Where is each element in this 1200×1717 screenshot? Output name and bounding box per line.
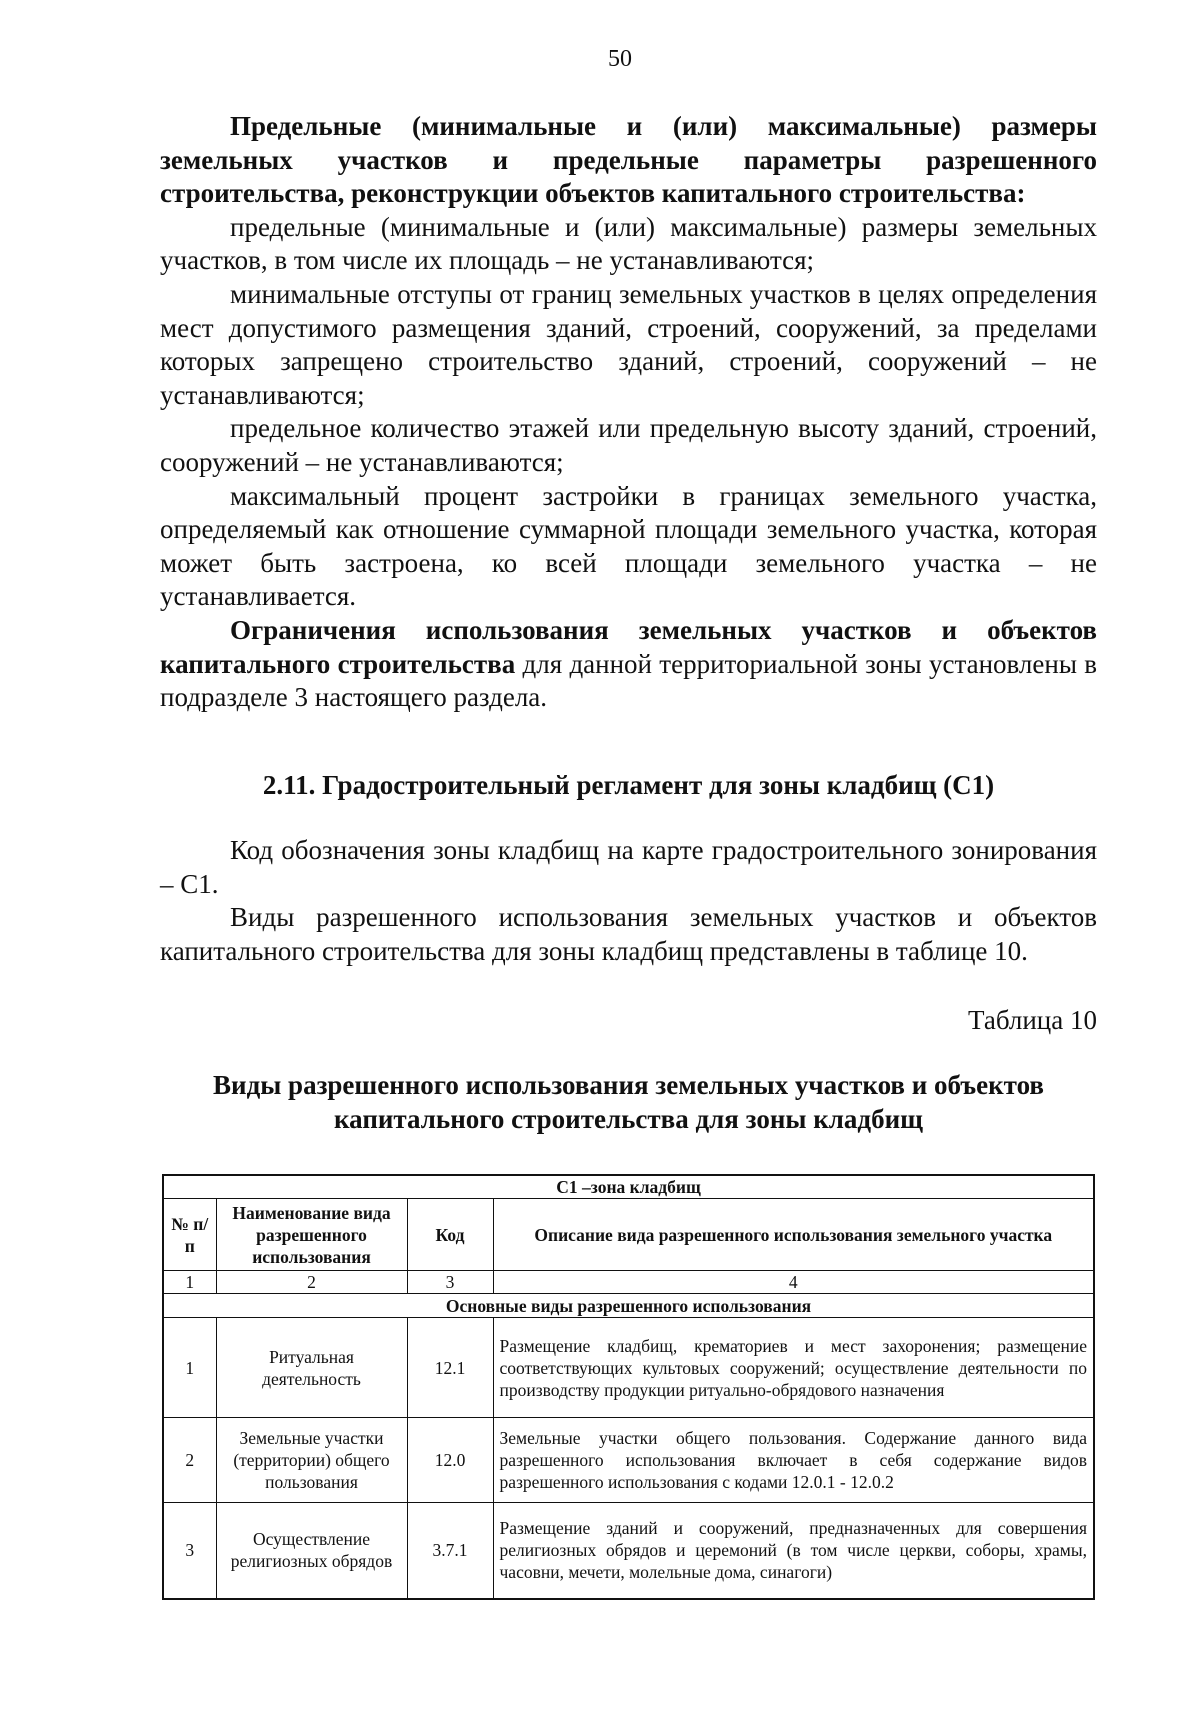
restrictions-rest: для данной территориальной зоны установлены в подразделе 3 настоящего раздела. (160, 648, 1097, 713)
paragraph-table-ref: Виды разрешенного использования земельных участков и объектов капитального строительства для зоны кладбищ представлены в таблице 10. (160, 902, 1097, 966)
paragraph-restrictions (160, 614, 1097, 715)
body-text (160, 110, 1097, 715)
col-number: 3 (407, 1271, 493, 1294)
table-header-row (163, 1199, 1094, 1271)
header-code: Код (407, 1199, 493, 1271)
limit-params-heading: Предельные (минимальные и (или) максимальные) размеры земельных участков и предельные параметры разрешенного строительства, реконструкции объектов капитального строительства: (160, 111, 1097, 209)
row-num: 1 (163, 1318, 216, 1418)
zone-header-row (163, 1175, 1094, 1199)
header-name: Наименование вида разрешенного использования (216, 1199, 407, 1271)
row-desc: Размещение кладбищ, крематориев и мест захоронения; размещение соответствующих культовых сооружений; осуществление деятельности по производству продукции ритуально-обрядового назначения (493, 1318, 1094, 1418)
zone-code-text (160, 834, 1097, 968)
table-row (163, 1503, 1094, 1599)
paragraph-plot-sizes: предельные (минимальные и (или) максимальные) размеры земельных участков, в том числе их площадь – не устанавливаются; (160, 211, 1097, 276)
section-heading: 2.11. Градостроительный регламент для зоны кладбищ (С1) (262, 770, 995, 800)
row-num: 3 (163, 1503, 216, 1599)
group-header-row (163, 1294, 1094, 1318)
column-numbers-row (163, 1271, 1094, 1294)
row-desc: Размещение зданий и сооружений, предназначенных для совершения религиозных обрядов и церемоний (в том числе церкви, соборы, храмы, часовни, мечети, молельные дома, синагоги) (493, 1503, 1094, 1599)
header-desc: Описание вида разрешенного использования земельного участка (493, 1199, 1094, 1271)
paragraph-setbacks: минимальные отступы от границ земельных участков в целях определения мест допустимого размещения зданий, строений, сооружений, за пределами которых запрещено строительство зданий, строений, сооружений – не устанавливаются; (160, 278, 1097, 410)
col-number: 1 (163, 1271, 216, 1294)
row-name: Осуществление религиозных обрядов (216, 1503, 407, 1599)
row-name: Земельные участки (территории) общего пользования (216, 1418, 407, 1503)
zone-header: С1 –зона кладбищ (163, 1175, 1094, 1199)
col-number: 4 (493, 1271, 1094, 1294)
table-title: Виды разрешенного использования земельных участков и объектов капитального строительства для зоны кладбищ (213, 1070, 1044, 1134)
row-name: Ритуальная деятельность (216, 1318, 407, 1418)
group-header: Основные виды разрешенного использования (163, 1294, 1094, 1318)
paragraph-floors: предельное количество этажей или предельную высоту зданий, строений, сооружений – не устанавливаются; (160, 413, 1097, 477)
row-code: 3.7.1 (407, 1503, 493, 1599)
col-number: 2 (216, 1271, 407, 1294)
paragraph-coverage: максимальный процент застройки в границах земельного участка, определяемый как отношение суммарной площади земельного участка, которая может быть застроена, ко всей площади земельного участка – не устанавливается. (160, 480, 1097, 612)
paragraph-zone-code: Код обозначения зоны кладбищ на карте градостроительного зонирования – С1. (160, 835, 1097, 899)
row-num: 2 (163, 1418, 216, 1503)
header-num: № п/п (163, 1199, 216, 1271)
restrictions-bold: Ограничения использования земельных участков и объектов капитального строительства (160, 614, 1097, 679)
table-row (163, 1318, 1094, 1418)
row-desc: Земельные участки общего пользования. Содержание данного вида разрешенного использования включает в себя содержание видов разрешенного использования с кодами 12.0.1 - 12.0.2 (493, 1418, 1094, 1503)
row-code: 12.1 (407, 1318, 493, 1418)
row-code: 12.0 (407, 1418, 493, 1503)
regulation-table (162, 1174, 1095, 1600)
table-row (163, 1418, 1094, 1503)
table-label: Таблица 10 (968, 1005, 1097, 1035)
page-number: 50 (608, 46, 632, 72)
